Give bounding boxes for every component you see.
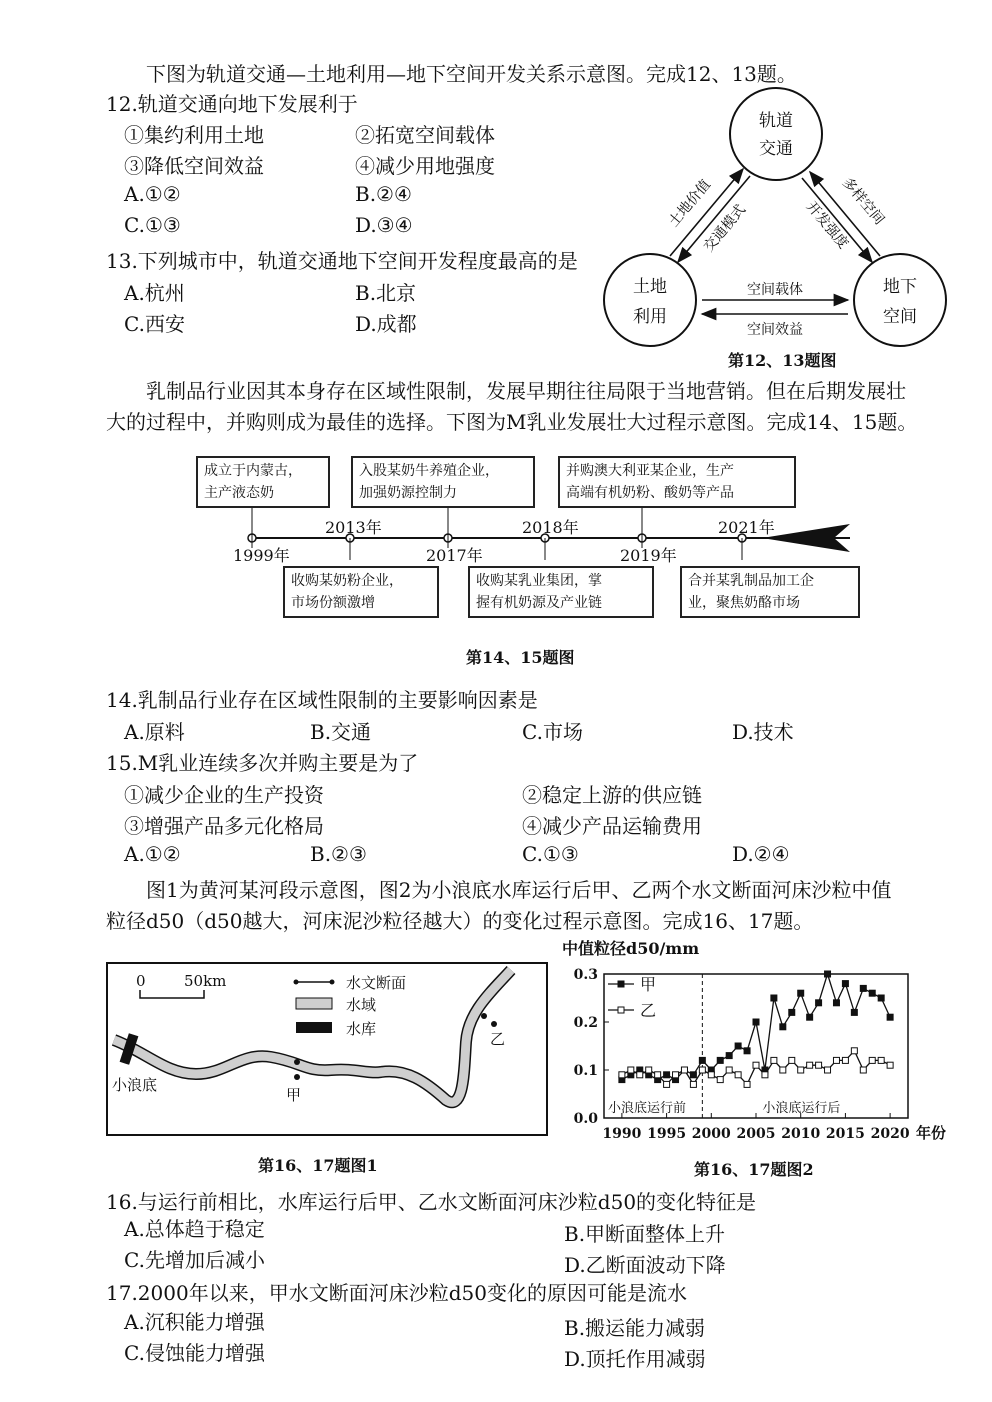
data-point-jia	[780, 1024, 786, 1030]
node-top-line1: 轨道	[759, 111, 793, 131]
data-point-yi	[664, 1081, 670, 1087]
data-point-yi	[699, 1067, 705, 1073]
question-12-stem: 12.轨道交通向地下发展利于	[106, 92, 358, 116]
node-left-line1: 土地	[633, 277, 667, 297]
data-point-yi	[619, 1072, 625, 1078]
data-point-yi	[744, 1081, 750, 1087]
edge-label-space-carrier: 空间载体	[747, 282, 803, 298]
y-tick-label: 0.1	[573, 1063, 598, 1079]
legend-marker	[618, 1007, 624, 1013]
data-point-yi	[869, 1057, 875, 1063]
q15-item-3: ③增强产品多元化格局	[124, 814, 324, 838]
data-point-jia	[869, 990, 875, 996]
question-15-stem: 15.M乳业连续多次并购主要是为了	[106, 751, 419, 775]
edge-label-transit-mode: 交通模式	[700, 201, 750, 256]
intro-14-15-line2: 大的过程中，并购则成为最佳的选择。下图为M乳业发展壮大过程示意图。完成14、15题。	[106, 410, 918, 434]
data-point-yi	[887, 1062, 893, 1068]
data-point-jia	[842, 981, 848, 987]
q15-item-4: ④减少产品运输费用	[522, 814, 702, 838]
data-point-jia	[735, 1043, 741, 1049]
q13-option-a: A.杭州	[124, 281, 185, 305]
data-point-yi	[780, 1067, 786, 1073]
chart-frame	[604, 974, 908, 1118]
q14-option-d: D.技术	[732, 720, 794, 744]
data-point-yi	[878, 1057, 884, 1063]
data-point-jia	[878, 995, 884, 1001]
q15-option-c: C.①③	[522, 842, 579, 866]
year-2018: 2018年	[522, 518, 579, 537]
data-point-yi	[762, 1072, 768, 1078]
node-underground-space	[854, 254, 946, 346]
data-point-yi	[825, 1067, 831, 1073]
intro-14-15-line1: 乳制品行业因其本身存在区域性限制，发展早期往往局限于当地营销。但在后期发展壮	[146, 379, 906, 403]
edge-label-space-benefit: 空间效益	[747, 322, 803, 338]
data-point-yi	[833, 1057, 839, 1063]
data-point-yi	[655, 1072, 661, 1078]
q17-option-b: B.搬运能力减弱	[564, 1316, 706, 1340]
legend-reservoir-symbol	[296, 1022, 332, 1033]
data-point-yi	[673, 1072, 679, 1078]
q15-option-d: D.②④	[732, 842, 790, 866]
data-point-jia	[798, 990, 804, 996]
data-point-jia	[753, 1019, 759, 1025]
year-1999: 1999年	[233, 546, 290, 565]
x-axis-label: 年份	[916, 1124, 947, 1142]
q12-option-a: A.①②	[124, 182, 181, 206]
node-land-use	[604, 254, 696, 346]
data-point-jia	[789, 1009, 795, 1015]
legend-marker	[618, 981, 624, 987]
year-2021: 2021年	[718, 518, 775, 537]
legend-water-symbol	[296, 998, 332, 1009]
q15-item-1: ①减少企业的生产投资	[124, 783, 324, 807]
q16-option-b: B.甲断面整体上升	[564, 1222, 726, 1246]
q15-option-b: B.②③	[310, 842, 367, 866]
node-right-line1: 地下	[883, 277, 917, 297]
q16-option-c: C.先增加后减小	[124, 1248, 265, 1272]
timeline-box-2021: 合并某乳制品加工企 业，聚焦奶酪市场	[680, 566, 860, 618]
q12-option-c: C.①③	[124, 213, 181, 237]
label-yi: 乙	[490, 1030, 506, 1048]
timeline-box-2019: 并购澳大利亚某企业，生产 高端有机奶粉、酸奶等产品	[558, 456, 796, 508]
year-2017: 2017年	[426, 546, 483, 565]
node-right-line2: 空间	[883, 307, 917, 327]
river-map	[106, 962, 548, 1136]
question-13-stem: 13.下列城市中，轨道交通地下空间开发程度最高的是	[106, 249, 578, 273]
q15-item-2: ②稳定上游的供应链	[522, 783, 702, 807]
x-tick-label: 2015	[825, 1126, 865, 1142]
q14-option-b: B.交通	[310, 720, 372, 744]
scale-label: 50km	[184, 972, 227, 990]
data-point-jia	[717, 1057, 723, 1063]
data-point-yi	[798, 1067, 804, 1073]
data-point-jia	[664, 1072, 670, 1078]
q14-option-c: C.市场	[522, 720, 583, 744]
data-point-yi	[646, 1067, 652, 1073]
data-point-yi	[753, 1062, 759, 1068]
question-16-stem: 16.与运行前相比，水库运行后甲、乙水文断面河床沙粒d50的变化特征是	[106, 1190, 757, 1214]
data-point-yi	[771, 1057, 777, 1063]
x-tick-label: 2005	[736, 1126, 776, 1142]
legend-reservoir-label: 水库	[346, 1020, 377, 1038]
edge-label-diverse-space: 多样空间	[838, 174, 888, 229]
timeline-box-2013: 收购某奶粉企业， 市场份额激增	[283, 566, 439, 618]
intro-12-13: 下图为轨道交通—土地利用—地下空间开发关系示意图。完成12、13题。	[146, 62, 797, 86]
q12-item-1: ①集约利用土地	[124, 123, 264, 147]
figure-16-17-2-caption: 第16、17题图2	[694, 1160, 814, 1179]
data-point-yi	[690, 1081, 696, 1087]
data-point-jia	[699, 1057, 705, 1063]
q12-option-b: B.②④	[355, 182, 412, 206]
q16-option-a: A.总体趋于稳定	[124, 1217, 265, 1241]
q13-option-c: C.西安	[124, 312, 185, 336]
q17-option-c: C.侵蚀能力增强	[124, 1341, 265, 1365]
timeline-box-2017: 入股某奶牛养殖企业， 加强奶源控制力	[351, 456, 535, 508]
data-point-yi	[726, 1067, 732, 1073]
legend-label-yi: 乙	[640, 1001, 657, 1020]
y-tick-label: 0.3	[573, 967, 598, 983]
data-point-jia	[690, 1072, 696, 1078]
chart-ylabel: 中值粒径d50/mm	[562, 939, 700, 958]
scale-zero: 0	[136, 972, 146, 990]
data-point-yi	[681, 1067, 687, 1073]
year-2019: 2019年	[620, 546, 677, 565]
relationship-diagram	[598, 86, 960, 350]
x-tick-label: 2010	[781, 1126, 821, 1142]
q12-item-4: ④减少用地强度	[355, 154, 495, 178]
q16-option-d: D.乙断面波动下降	[564, 1253, 726, 1277]
data-point-jia	[807, 1014, 813, 1020]
data-point-jia	[833, 1000, 839, 1006]
data-point-jia	[825, 971, 831, 977]
timeline-box-2018: 收购某乳业集团，掌 握有机奶源及产业链	[468, 566, 654, 618]
q12-item-3: ③降低空间效益	[124, 154, 264, 178]
q13-option-b: B.北京	[355, 281, 417, 305]
legend-water-label: 水域	[346, 996, 377, 1014]
question-14-stem: 14.乳制品行业存在区域性限制的主要影响因素是	[106, 688, 538, 712]
data-point-yi	[789, 1057, 795, 1063]
node-left-line2: 利用	[633, 307, 667, 327]
annotation-after: 小浪底运行后	[762, 1101, 841, 1116]
figure-16-17-1-caption: 第16、17题图1	[258, 1156, 378, 1175]
x-tick-label: 2020	[870, 1126, 910, 1142]
q17-option-a: A.沉积能力增强	[124, 1310, 265, 1334]
q13-option-d: D.成都	[355, 312, 417, 336]
data-point-yi	[851, 1048, 857, 1054]
intro-16-17-line2: 粒径d50（d50越大，河床泥沙粒径越大）的变化过程示意图。完成16、17题。	[106, 909, 814, 933]
label-reservoir: 小浪底	[112, 1076, 158, 1094]
node-rail-transit	[730, 88, 822, 180]
q12-item-2: ②拓宽空间载体	[355, 123, 495, 147]
data-point-yi	[628, 1067, 634, 1073]
intro-16-17-line1: 图1为黄河某河段示意图，图2为小浪底水库运行后甲、乙两个水文断面河床沙粒中值	[146, 878, 892, 902]
edge-label-land-value: 土地价值	[665, 176, 715, 231]
data-point-yi	[717, 1077, 723, 1083]
data-point-yi	[842, 1057, 848, 1063]
annotation-before: 小浪底运行前	[608, 1101, 687, 1116]
node-top-line2: 交通	[759, 139, 793, 159]
figure-12-13-caption: 第12、13题图	[728, 351, 837, 370]
data-point-yi	[816, 1062, 822, 1068]
data-point-yi	[735, 1072, 741, 1078]
data-point-jia	[851, 1009, 857, 1015]
section-yi-dot	[481, 1013, 487, 1019]
x-tick-label: 1995	[647, 1126, 687, 1142]
timeline-box-1999: 成立于内蒙古， 主产液态奶	[196, 456, 330, 508]
data-point-jia	[726, 1053, 732, 1059]
y-tick-label: 0.0	[573, 1111, 598, 1127]
y-tick-label: 0.2	[573, 1015, 598, 1031]
label-jia: 甲	[286, 1086, 302, 1104]
data-point-yi	[637, 1072, 643, 1078]
q17-option-d: D.顶托作用减弱	[564, 1347, 706, 1371]
year-2013: 2013年	[325, 518, 382, 537]
data-point-jia	[816, 1000, 822, 1006]
edge-label-dev-intensity: 开发强度	[802, 198, 852, 253]
question-17-stem: 17.2000年以来，甲水文断面河床沙粒d50变化的原因可能是流水	[106, 1281, 687, 1305]
q12-option-d: D.③④	[355, 213, 413, 237]
q14-option-a: A.原料	[124, 720, 185, 744]
q15-option-a: A.①②	[124, 842, 181, 866]
x-tick-label: 1990	[602, 1126, 642, 1142]
data-point-jia	[860, 985, 866, 991]
figure-14-15-caption: 第14、15题图	[466, 648, 575, 667]
data-point-jia	[887, 1014, 893, 1020]
data-point-yi	[708, 1072, 714, 1078]
section-jia-dot	[294, 1059, 300, 1065]
x-tick-label: 2000	[691, 1126, 731, 1142]
data-point-jia	[771, 995, 777, 1001]
legend-label-jia: 甲	[640, 975, 657, 994]
data-point-yi	[807, 1062, 813, 1068]
data-point-jia	[744, 1048, 750, 1054]
d50-chart	[560, 956, 960, 1152]
data-point-yi	[860, 1067, 866, 1073]
legend-section-label: 水文断面	[346, 974, 407, 992]
